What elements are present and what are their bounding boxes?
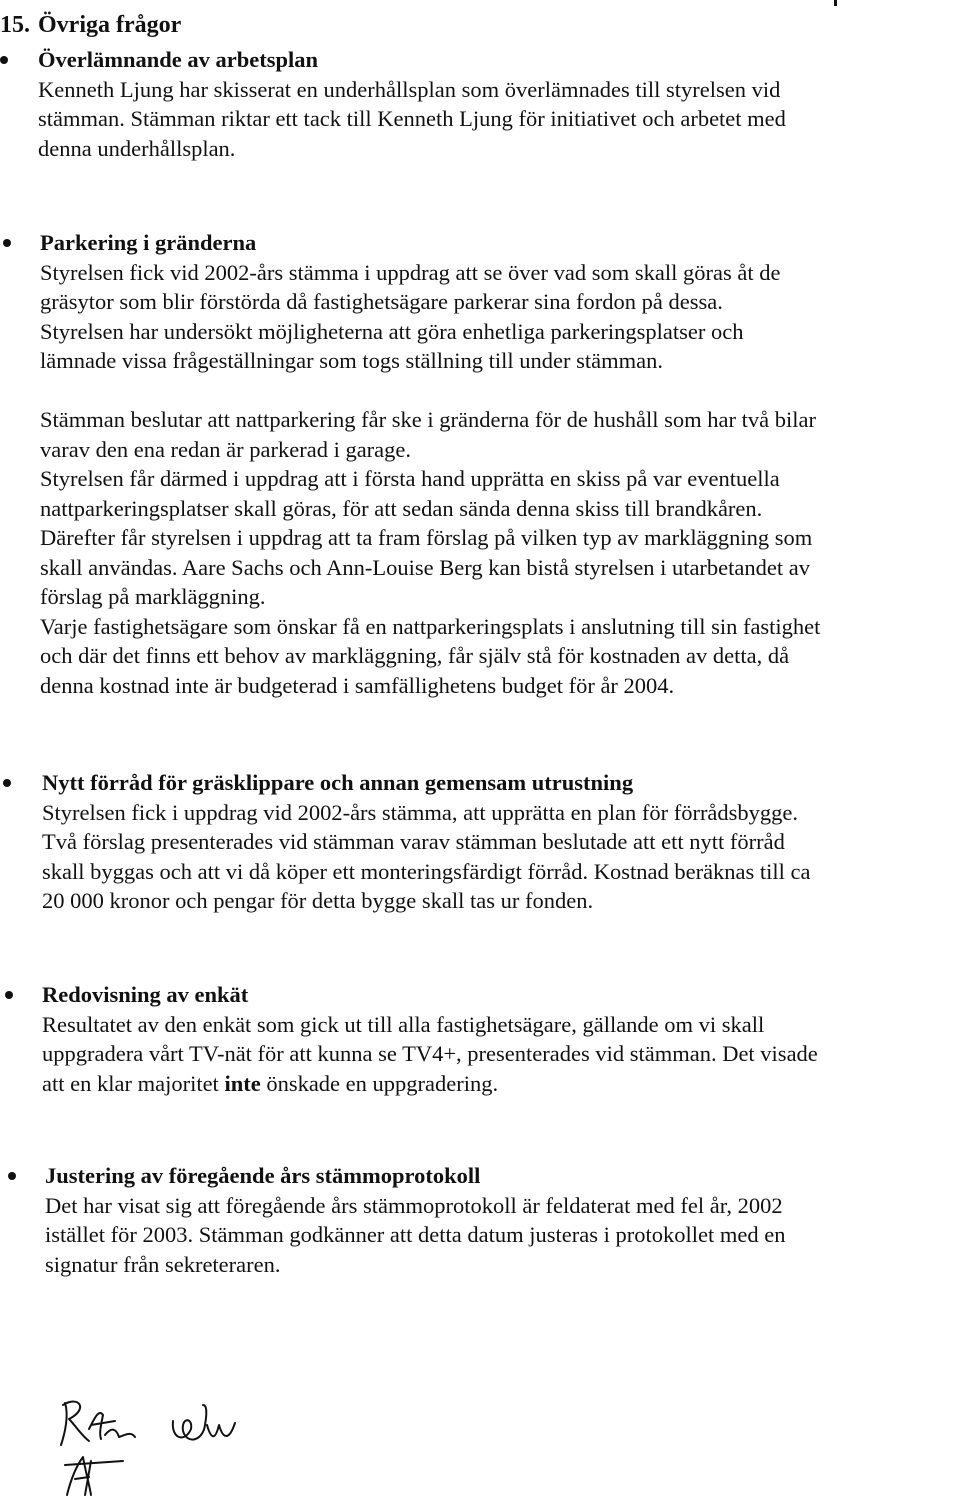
item-line: 20 000 kronor och pengar för detta bygge skall tas ur fonden. [42, 888, 594, 913]
section-title: Övriga frågor [38, 12, 182, 38]
item-line: stämman. Stämman riktar ett tack till Kenneth Ljung för initiativet och arbetet med [38, 106, 786, 131]
item-title: Parkering i gränderna [40, 230, 257, 255]
item-text: önskade en uppgradering. [260, 1070, 499, 1096]
item-parkering [40, 228, 780, 376]
item-line [42, 1069, 818, 1099]
item-title: Överlämnande av arbetsplan [38, 47, 319, 72]
item-line: Stämman beslutar att nattparkering får ske i gränderna för de hushåll som har två bilar [40, 407, 816, 432]
item-enkat [42, 980, 818, 1098]
item-line: denna kostnad inte är budgeterad i samfällighetens budget för år 2004. [40, 672, 675, 698]
item-line: Varje fastighetsägare som önskar få en nattparkeringsplats i anslutning till sin fastighet [40, 613, 821, 639]
item-line: skall byggas och att vi då köper ett monteringsfärdigt förråd. Kostnad beräknas till ca [42, 858, 811, 884]
item-line: Två förslag presenterades vid stämman varav stämman beslutade att ett nytt förråd [42, 829, 785, 854]
item-parkering-beslut [40, 405, 820, 700]
item-line: varav den ena redan är parkerad i garage. [40, 436, 412, 462]
item-line: Därefter får styrelsen i uppdrag att ta fram förslag på vilken typ av markläggning som [40, 525, 813, 550]
item-forrad [42, 768, 811, 916]
item-arbetsplan [38, 45, 786, 163]
bullet-icon [3, 239, 11, 247]
item-line: signatur från sekreteraren. [45, 1251, 281, 1277]
item-title: Redovisning av enkät [42, 982, 249, 1007]
item-line: Kenneth Ljung har skisserat en underhållsplan som överlämnades till styrelsen vid [38, 76, 781, 102]
handwritten-signatures-icon [55, 1395, 315, 1500]
section-heading [0, 10, 181, 40]
bullet-icon [5, 991, 13, 999]
item-justering [45, 1161, 785, 1279]
item-line: Resultatet av den enkät som gick ut till alla fastighetsägare, gällande om vi skall [42, 1011, 765, 1037]
item-line: Styrelsen fick i uppdrag vid 2002-års stämma, att upprätta en plan för förrådsbygge. [42, 799, 799, 825]
item-line: gräsytor som blir förstörda då fastighetsägare parkerar sina fordon på dessa. [40, 289, 723, 314]
bullet-icon [8, 1172, 16, 1180]
item-line: uppgradera vårt TV-nät för att kunna se TV4+, presenterades vid stämman. Det visade [42, 1041, 818, 1066]
item-line: Styrelsen har undersökt möjligheterna att göra enhetliga parkeringsplatser och [40, 318, 744, 344]
emphasis-text: inte [224, 1070, 261, 1096]
item-line: förslag på markläggning. [40, 584, 266, 609]
item-line: Styrelsen får därmed i uppdrag att i första hand upprätta en skiss på var eventuella [40, 466, 780, 491]
item-line: Det har visat sig att föregående års stämmoprotokoll är feldaterat med fel år, 2002 [45, 1192, 783, 1218]
section-number: 15. [0, 12, 30, 38]
item-title: Nytt förråd för gräsklippare och annan gemensam utrustning [42, 770, 634, 795]
item-line: och där det finns ett behov av markläggning, får själv stå för kostnaden av detta, då [40, 643, 790, 668]
item-line: istället för 2003. Stämman godkänner att detta datum justeras i protokollet med en [45, 1222, 786, 1247]
item-line: skall användas. Aare Sachs och Ann-Louise Berg kan bistå styrelsen i utarbetandet av [40, 554, 810, 580]
item-line: nattparkeringsplatser skall göras, för att sedan sända denna skiss till brandkåren. [40, 495, 763, 521]
item-line: Styrelsen fick vid 2002-års stämma i uppdrag att se över vad som skall göras åt de [40, 259, 781, 285]
item-title: Justering av föregående års stämmoprotokoll [45, 1163, 481, 1188]
scan-speck [834, 0, 837, 6]
item-line: denna underhållsplan. [38, 135, 236, 161]
bullet-icon [0, 56, 8, 64]
item-line: lämnade vissa frågeställningar som togs ställning till under stämman. [40, 348, 664, 373]
bullet-icon [3, 779, 11, 787]
item-text: att en klar majoritet [42, 1070, 225, 1096]
